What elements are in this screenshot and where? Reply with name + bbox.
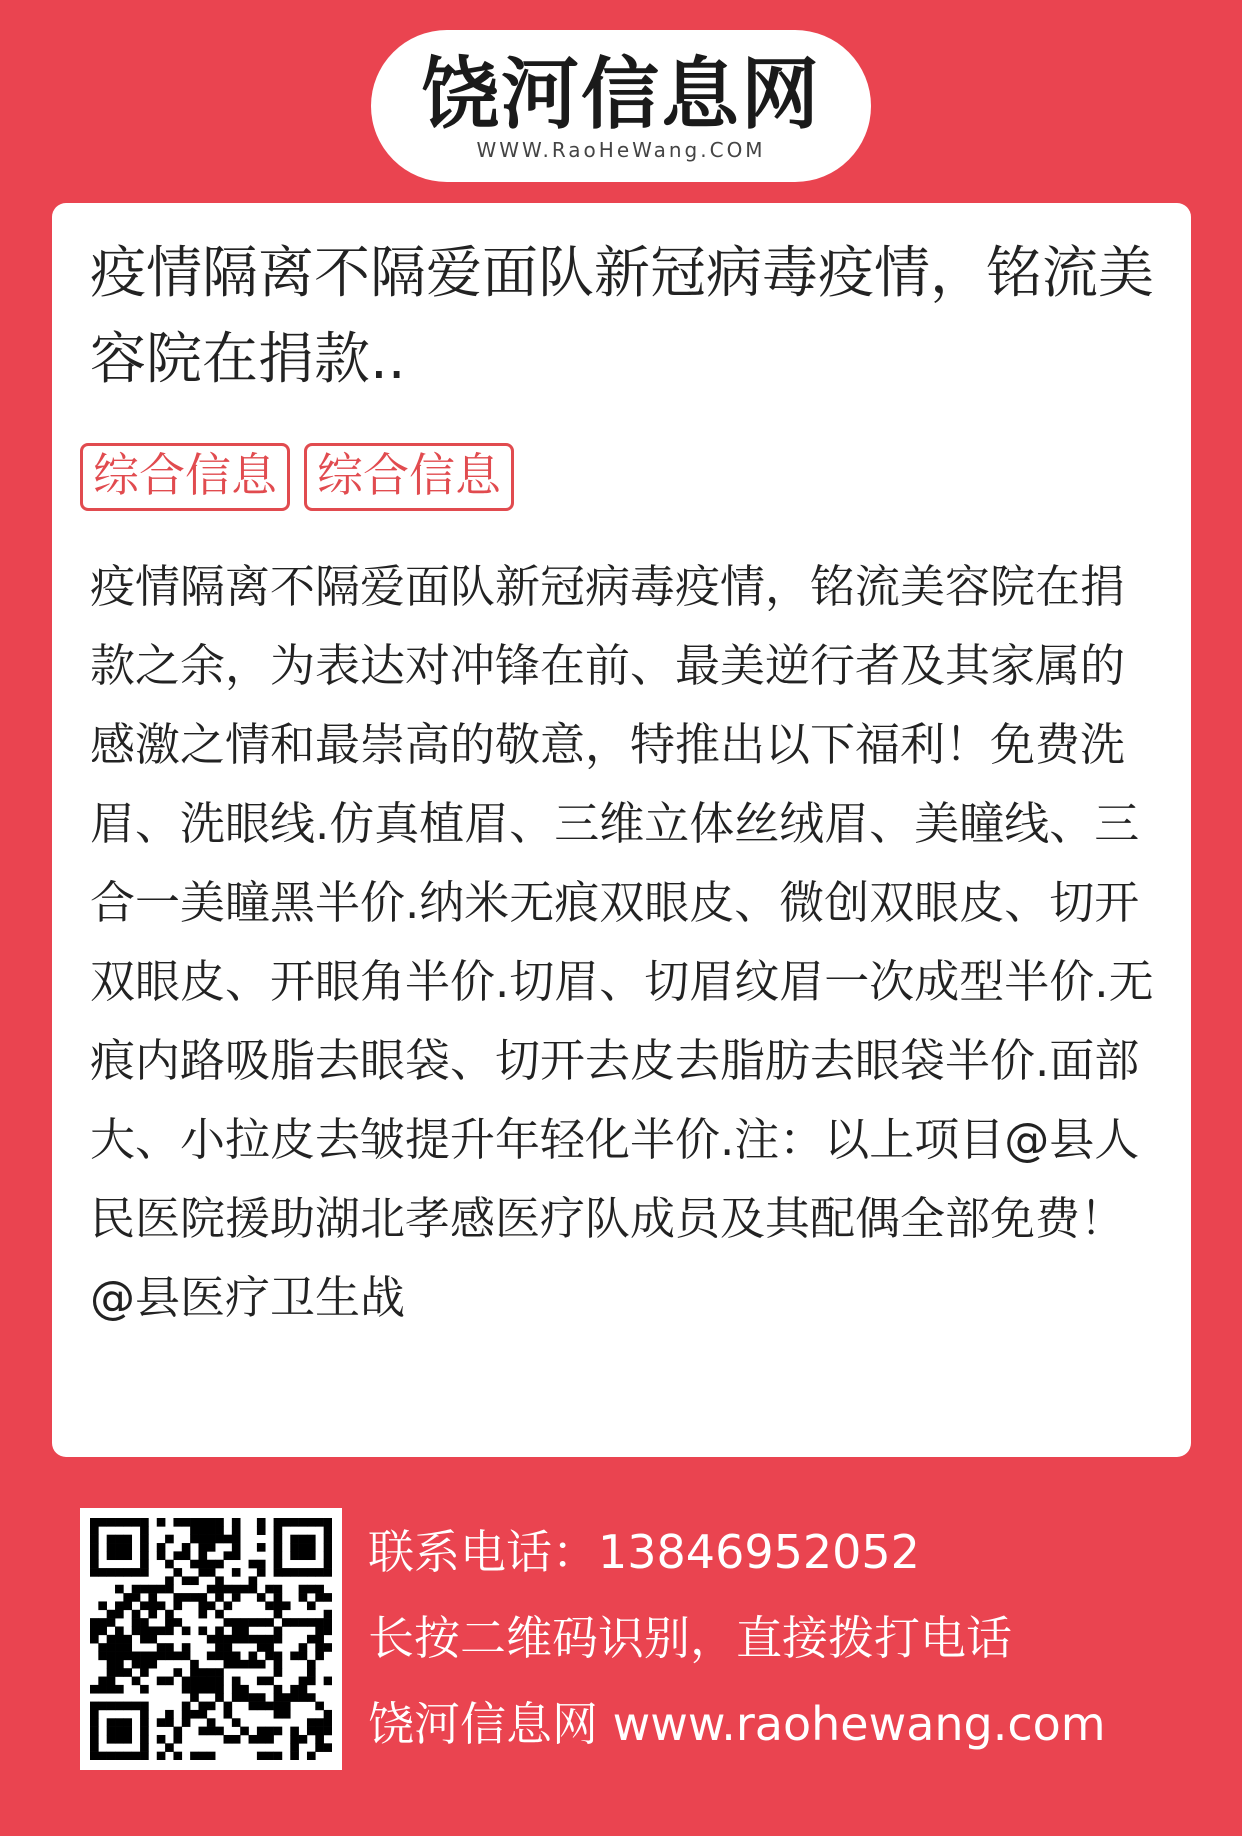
article-card (52, 203, 1191, 1457)
contact-phone[interactable]: 联系电话：13846952052 (368, 1525, 920, 1579)
qr-code-icon (90, 1518, 332, 1760)
category-tag[interactable]: 综合信息 (304, 443, 514, 511)
qr-code[interactable] (80, 1508, 342, 1770)
logo-url: WWW.RaoHeWang.COM (476, 138, 766, 162)
category-tag[interactable]: 综合信息 (80, 443, 290, 511)
tag-list (80, 443, 514, 511)
site-logo[interactable] (371, 30, 871, 182)
article-body: 疫情隔离不隔爱面队新冠病毒疫情，铭流美容院在捐款之余，为表达对冲锋在前、最美逆行者及其家属的感激之情和最崇高的敬意，特推出以下福利！免费洗眉、洗眼线.仿真植眉、三维立体丝绒眉、美瞳线、三合一美瞳黑半价.纳米无痕双眼皮、微创双眼皮、切开双眼皮、开眼角半价.切眉、切眉纹眉一次成型半价.无痕内路吸脂去眼袋、切开去皮去脂肪去眼袋半价.面部大、小拉皮去皱提升年轻化半价.注：以上项目@县人民医院援助湖北孝感医疗队成员及其配偶全部免费！@县医疗卫生战 (90, 560, 1154, 1324)
logo-title: 饶河信息网 (420, 50, 821, 140)
article-title: 疫情隔离不隔爱面队新冠病毒疫情，铭流美容院在捐款.. (90, 241, 1154, 392)
site-link[interactable]: 饶河信息网 www.raohewang.com (368, 1697, 1106, 1751)
qr-hint: 长按二维码识别，直接拨打电话 (368, 1611, 1012, 1665)
